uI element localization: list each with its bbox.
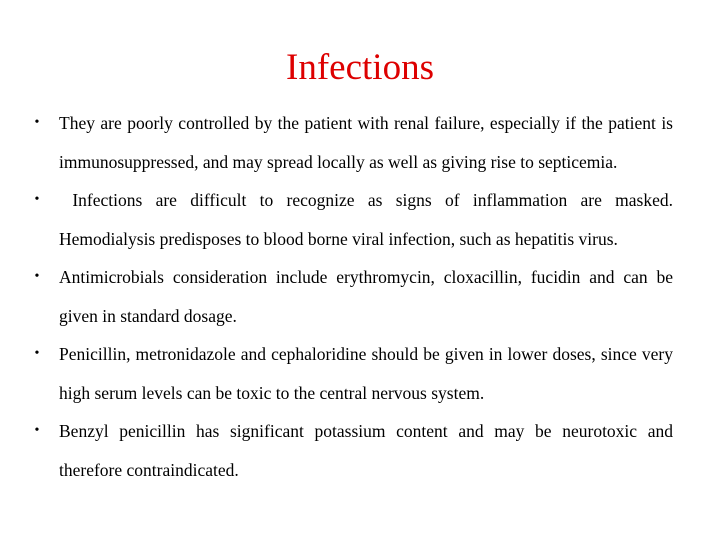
bullet-dot-icon: • — [34, 423, 40, 438]
bullet-text: Penicillin, metronidazole and cephaloridine should be given in lower doses, since very high serum levels can be toxic to the central nervous system. — [59, 344, 673, 403]
bullet-dot-icon: • — [34, 192, 40, 207]
bullet-item — [34, 104, 673, 181]
bullet-item — [34, 335, 673, 412]
slide-title: Infections — [286, 47, 434, 88]
bullet-text: Benzyl penicillin has significant potassium content and may be neurotoxic and therefore contraindicated. — [59, 421, 673, 480]
bullet-dot-icon: • — [34, 346, 40, 361]
bullet-dot-icon: • — [34, 115, 40, 130]
bullet-item — [34, 412, 673, 489]
bullet-text: They are poorly controlled by the patient with renal failure, especially if the patient is immunosuppressed, and may spread locally as well as giving rise to septicemia. — [59, 113, 673, 172]
bullet-dot-icon: • — [34, 269, 40, 284]
bullet-list — [0, 104, 720, 489]
bullet-item — [34, 181, 678, 258]
bullet-text: Antimicrobials consideration include erythromycin, cloxacillin, fucidin and can be given in standard dosage. — [59, 267, 673, 326]
bullet-item — [34, 258, 673, 335]
bullet-text: Infections are difficult to recognize as signs of inflammation are masked. Hemodialysis predisposes to blood borne viral infection, such as hepatitis virus. — [59, 190, 678, 249]
